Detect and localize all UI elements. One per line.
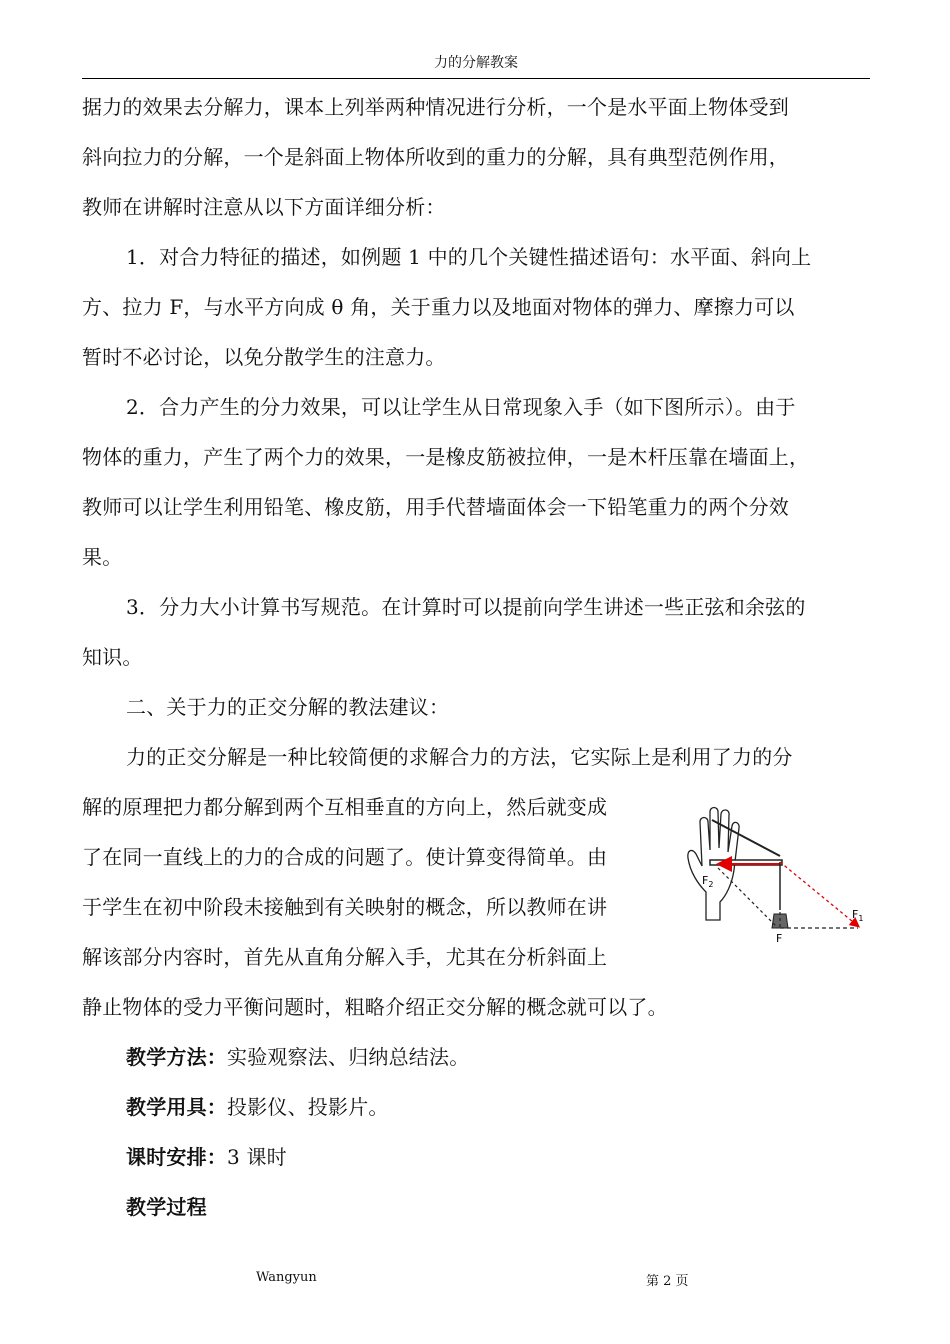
text-line: 于学生在初中阶段未接触到有关映射的概念，所以教师在讲 <box>82 895 608 919</box>
footer-author: Wangyun <box>256 1270 317 1285</box>
string-line <box>712 820 780 856</box>
text-line: 教师在讲解时注意从以下方面详细分析： <box>82 195 446 219</box>
text-line: 果。 <box>82 545 123 569</box>
text-line: 斜向拉力的分解，一个是斜面上物体所收到的重力的分解，具有典型范例作用， <box>82 145 789 169</box>
force-decomposition-figure <box>676 792 876 962</box>
diagonal-dashed <box>718 868 776 926</box>
text-line: 物体的重力，产生了两个力的效果，一是橡皮筋被拉伸，一是木杆压靠在墙面上， <box>82 445 810 469</box>
header-title: 力的分解教案 <box>434 55 518 71</box>
text-line: 据力的效果去分解力，课本上列举两种情况进行分析，一个是水平面上物体受到 <box>82 95 789 119</box>
text-line: 暂时不必讨论，以免分散学生的注意力。 <box>82 345 446 369</box>
teaching-method <box>126 1032 469 1083</box>
class-schedule-value: 3 课时 <box>227 1145 287 1169</box>
text-line: 知识。 <box>82 645 143 669</box>
force-diagram <box>676 792 876 962</box>
text-line: 2．合力产生的分力效果，可以让学生从日常现象入手（如下图所示）。由于 <box>126 395 796 419</box>
text-line: 教师可以让学生利用铅笔、橡皮筋，用手代替墙面体会一下铅笔重力的两个分效 <box>82 495 789 519</box>
teaching-method-value: 实验观察法、归纳总结法。 <box>227 1045 470 1069</box>
text-line: 1．对合力特征的描述，如例题 1 中的几个关键性描述语句：水平面、斜向上 <box>126 245 812 269</box>
label-f: F <box>776 932 783 945</box>
page-header <box>82 52 870 79</box>
text-line: 了在同一直线上的力的合成的问题了。使计算变得简单。由 <box>82 845 608 869</box>
text-line: 方、拉力 F，与水平方向成 θ 角，关于重力以及地面对物体的弹力、摩擦力可以 <box>82 295 795 319</box>
text-line: 3．分力大小计算书写规范。在计算时可以提前向学生讲述一些正弦和余弦的 <box>126 595 806 619</box>
text-line: 力的正交分解是一种比较简便的求解合力的方法，它实际上是利用了力的分 <box>126 745 793 769</box>
teaching-tools-label: 教学用具： <box>126 1095 227 1119</box>
class-schedule-label: 课时安排： <box>126 1145 227 1169</box>
f1-arrow <box>780 862 858 926</box>
label-f2: $F_2$ <box>702 874 714 889</box>
teaching-process-heading: 教学过程 <box>126 1195 207 1219</box>
section-heading: 二、关于力的正交分解的教法建议： <box>126 695 450 719</box>
text-line: 静止物体的受力平衡问题时，粗略介绍正交分解的概念就可以了。 <box>82 995 668 1019</box>
teaching-tools <box>126 1082 389 1133</box>
teaching-method-label: 教学方法： <box>126 1045 227 1069</box>
footer-page-number: 第 2 页 <box>646 1274 689 1289</box>
text-line: 解的原理把力都分解到两个互相垂直的方向上，然后就变成 <box>82 795 608 819</box>
label-f1: $F_1$ <box>852 908 864 923</box>
class-schedule <box>126 1132 287 1183</box>
text-line: 解该部分内容时，首先从直角分解入手，尤其在分析斜面上 <box>82 945 608 969</box>
teaching-tools-value: 投影仪、投影片。 <box>227 1095 389 1119</box>
